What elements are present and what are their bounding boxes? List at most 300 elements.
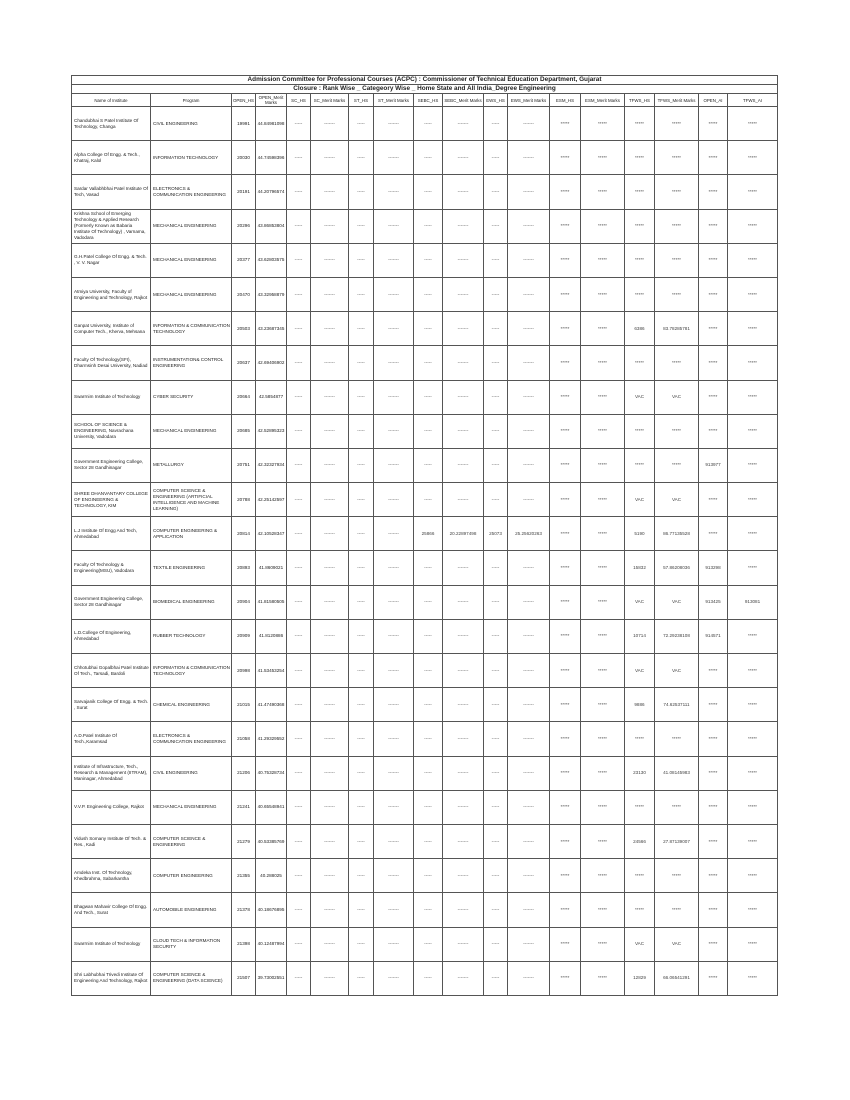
table-cell: *****: [581, 175, 625, 209]
table-cell: -----: [484, 380, 508, 414]
table-row: [72, 824, 778, 858]
table-cell: *****: [699, 722, 728, 756]
table-cell: 5190: [625, 517, 655, 551]
table-cell: 42.69406902: [256, 346, 287, 380]
table-cell: -------: [374, 483, 414, 517]
table-cell: -------: [311, 517, 349, 551]
table-row: [72, 346, 778, 380]
table-cell: -----: [287, 961, 311, 995]
table-cell: -------: [508, 277, 550, 311]
table-cell: -----: [414, 448, 443, 482]
table-cell: -----: [349, 380, 374, 414]
table-cell: -----: [349, 175, 374, 209]
program-cell: TEXTILE ENGINEERING: [151, 551, 232, 585]
table-cell: VAC: [625, 585, 655, 619]
table-cell: -----: [287, 722, 311, 756]
table-cell: 40.75328734: [256, 756, 287, 790]
table-cell: *****: [728, 722, 778, 756]
table-cell: -----: [484, 585, 508, 619]
table-cell: *****: [581, 483, 625, 517]
table-cell: VAC: [625, 927, 655, 961]
document-subtitle: Closure : Rank Wise _ Categeory Wise _ Home State and All India_Degree Engineering: [72, 85, 778, 94]
table-cell: -------: [443, 414, 484, 448]
table-cell: 41.29329552: [256, 722, 287, 756]
table-cell: -------: [508, 346, 550, 380]
table-cell: -----: [484, 654, 508, 688]
table-cell: -----: [414, 175, 443, 209]
institute-name-cell: Vidush Somany Institute Of Tech. & Res., Kadi: [72, 824, 151, 858]
program-cell: RUBBER TECHNOLOGY: [151, 619, 232, 653]
program-cell: MECHANICAL ENGINEERING: [151, 277, 232, 311]
table-cell: -----: [414, 654, 443, 688]
table-cell: -----: [287, 756, 311, 790]
program-cell: AUTOMOBILE ENGINEERING: [151, 893, 232, 927]
table-cell: -------: [374, 243, 414, 277]
table-cell: -----: [349, 312, 374, 346]
table-cell: VAC: [625, 654, 655, 688]
program-cell: MECHANICAL ENGINEERING: [151, 209, 232, 243]
table-cell: 83.78285781: [655, 312, 699, 346]
column-header: EWS_Merit Marks: [508, 94, 550, 107]
program-cell: CYBER SECURITY: [151, 380, 232, 414]
table-cell: -------: [311, 414, 349, 448]
table-cell: *****: [581, 312, 625, 346]
table-cell: 21378: [232, 893, 256, 927]
table-cell: -----: [484, 414, 508, 448]
table-cell: -------: [443, 551, 484, 585]
table-cell: -----: [484, 859, 508, 893]
table-cell: *****: [655, 722, 699, 756]
table-cell: 20030: [232, 141, 256, 175]
program-cell: CLOUD TECH & INFORMATION SECURITY: [151, 927, 232, 961]
table-cell: *****: [625, 107, 655, 141]
table-cell: *****: [728, 346, 778, 380]
table-cell: 57.86208036: [655, 551, 699, 585]
table-cell: *****: [699, 790, 728, 824]
table-cell: -------: [311, 824, 349, 858]
table-cell: *****: [699, 141, 728, 175]
program-cell: COMPUTER SCIENCE & ENGINEERING (DATA SCIENCE): [151, 961, 232, 995]
table-cell: -----: [484, 756, 508, 790]
table-cell: *****: [581, 346, 625, 380]
table-cell: *****: [581, 517, 625, 551]
institute-name-cell: Sardar Vallabhbhai Patel Institute Of Tech, Vasad: [72, 175, 151, 209]
institute-name-cell: Swarrnim Institute of Technology: [72, 380, 151, 414]
table-cell: *****: [550, 688, 581, 722]
table-cell: -------: [311, 722, 349, 756]
table-cell: -------: [374, 756, 414, 790]
table-cell: -------: [508, 893, 550, 927]
table-cell: -----: [287, 141, 311, 175]
column-header: SC_Merit Marks: [311, 94, 349, 107]
table-cell: 9886: [625, 688, 655, 722]
table-cell: -----: [287, 790, 311, 824]
table-cell: 6386: [625, 312, 655, 346]
table-cell: *****: [728, 654, 778, 688]
table-cell: -------: [508, 414, 550, 448]
institute-name-cell: Atmiya University, Faculty of Engineering and Technology, Rajkot: [72, 277, 151, 311]
program-cell: CHEMICAL ENGINEERING: [151, 688, 232, 722]
column-header: SEBC_Merit Marks: [443, 94, 484, 107]
program-cell: MECHANICAL ENGINEERING: [151, 790, 232, 824]
table-cell: -----: [349, 790, 374, 824]
table-cell: *****: [581, 893, 625, 927]
table-cell: VAC: [655, 927, 699, 961]
table-cell: *****: [581, 414, 625, 448]
table-cell: -----: [414, 790, 443, 824]
table-cell: -----: [484, 141, 508, 175]
table-cell: *****: [550, 243, 581, 277]
table-cell: 40.65548941: [256, 790, 287, 824]
table-row: [72, 790, 778, 824]
table-cell: *****: [699, 346, 728, 380]
table-cell: -------: [443, 893, 484, 927]
table-cell: 21507: [232, 961, 256, 995]
table-cell: -------: [443, 927, 484, 961]
table-cell: *****: [728, 414, 778, 448]
table-cell: *****: [728, 551, 778, 585]
column-header: TFWS_AI: [728, 94, 778, 107]
table-cell: *****: [581, 448, 625, 482]
program-cell: COMPUTER SCIENCE & ENGINEERING: [151, 824, 232, 858]
table-row: [72, 688, 778, 722]
table-cell: 40.53385769: [256, 824, 287, 858]
table-cell: 40.18676895: [256, 893, 287, 927]
institute-name-cell: V.V.P. Engineering College, Rajkot: [72, 790, 151, 824]
table-cell: 20191: [232, 175, 256, 209]
table-cell: *****: [581, 824, 625, 858]
table-cell: -----: [414, 585, 443, 619]
table-cell: *****: [550, 551, 581, 585]
table-cell: -------: [311, 243, 349, 277]
table-cell: *****: [699, 312, 728, 346]
table-cell: -----: [287, 312, 311, 346]
table-cell: -----: [349, 927, 374, 961]
table-cell: *****: [699, 243, 728, 277]
table-cell: -------: [374, 961, 414, 995]
table-cell: 42.5854877: [256, 380, 287, 414]
table-cell: -------: [508, 483, 550, 517]
table-cell: 25.25620263: [508, 517, 550, 551]
table-cell: 20503: [232, 312, 256, 346]
table-cell: -------: [374, 551, 414, 585]
table-cell: *****: [550, 277, 581, 311]
table-cell: *****: [728, 141, 778, 175]
table-cell: 44.20796574: [256, 175, 287, 209]
table-cell: -----: [484, 722, 508, 756]
table-cell: 913081: [728, 585, 778, 619]
table-cell: 23130: [625, 756, 655, 790]
table-cell: 21015: [232, 688, 256, 722]
table-cell: -------: [374, 654, 414, 688]
table-cell: 20664: [232, 380, 256, 414]
table-cell: *****: [550, 175, 581, 209]
table-cell: 20998: [232, 654, 256, 688]
table-cell: *****: [699, 688, 728, 722]
institute-name-cell: Institute of Infrastructure, Tech., Research & Management (IITRAM), Maninagar, Ahmedabad: [72, 756, 151, 790]
table-cell: 43.86853804: [256, 209, 287, 243]
program-cell: METALLURGY: [151, 448, 232, 482]
table-cell: 41.53453254: [256, 654, 287, 688]
table-cell: -----: [349, 961, 374, 995]
table-cell: -----: [484, 688, 508, 722]
program-cell: INSTRUMENTATION& CONTROL ENGINEERING: [151, 346, 232, 380]
table-row: [72, 961, 778, 995]
table-cell: 20751: [232, 448, 256, 482]
table-cell: *****: [699, 483, 728, 517]
table-cell: 19991: [232, 107, 256, 141]
table-cell: -----: [414, 141, 443, 175]
table-cell: *****: [550, 893, 581, 927]
table-cell: *****: [728, 483, 778, 517]
closure-sheet: [71, 75, 777, 996]
table-cell: -------: [311, 859, 349, 893]
table-row: [72, 927, 778, 961]
table-cell: 40.288025: [256, 859, 287, 893]
table-cell: 12829: [625, 961, 655, 995]
table-cell: -----: [349, 209, 374, 243]
table-cell: -------: [374, 517, 414, 551]
table-cell: *****: [728, 619, 778, 653]
table-cell: -----: [414, 380, 443, 414]
table-cell: -------: [508, 654, 550, 688]
table-cell: *****: [581, 380, 625, 414]
table-cell: -------: [374, 790, 414, 824]
table-cell: 44.74598396: [256, 141, 287, 175]
table-cell: 913298: [699, 551, 728, 585]
table-cell: 41.47490368: [256, 688, 287, 722]
column-header: OPEN_Merit Marks: [256, 94, 287, 107]
institute-name-cell: Amdeka Inst. Of Technology, Khedbrahma, Sabarkantha: [72, 859, 151, 893]
table-cell: -------: [508, 175, 550, 209]
institute-name-cell: Faculty Of Technology & Engineering(MSU), Vadodara: [72, 551, 151, 585]
table-cell: *****: [728, 859, 778, 893]
table-cell: -------: [443, 585, 484, 619]
table-row: [72, 483, 778, 517]
table-cell: *****: [655, 346, 699, 380]
table-cell: *****: [655, 790, 699, 824]
table-cell: *****: [550, 859, 581, 893]
table-cell: -----: [484, 893, 508, 927]
table-cell: -------: [311, 961, 349, 995]
table-cell: *****: [581, 243, 625, 277]
table-cell: *****: [550, 654, 581, 688]
table-cell: 913425: [699, 585, 728, 619]
table-cell: -----: [484, 243, 508, 277]
table-cell: -------: [508, 824, 550, 858]
table-row: [72, 619, 778, 653]
program-cell: INFORMATION TECHNOLOGY: [151, 141, 232, 175]
table-cell: -------: [374, 448, 414, 482]
table-cell: -----: [484, 927, 508, 961]
table-cell: 44.84981098: [256, 107, 287, 141]
table-row: [72, 551, 778, 585]
table-cell: *****: [728, 312, 778, 346]
table-cell: *****: [699, 414, 728, 448]
table-cell: -----: [287, 927, 311, 961]
table-cell: -----: [349, 414, 374, 448]
table-cell: *****: [550, 961, 581, 995]
table-row: [72, 312, 778, 346]
table-body: [72, 107, 778, 996]
table-cell: -------: [508, 790, 550, 824]
table-cell: 913977: [699, 448, 728, 482]
institute-name-cell: A.D.Patel Institute Of Tech.,Karamsad: [72, 722, 151, 756]
table-cell: 10714: [625, 619, 655, 653]
table-cell: *****: [581, 585, 625, 619]
institute-name-cell: Government Engineering College, Sector 28 Gandhinagar: [72, 585, 151, 619]
table-cell: 40.12487994: [256, 927, 287, 961]
table-cell: *****: [625, 448, 655, 482]
table-cell: -------: [374, 141, 414, 175]
institute-name-cell: Chandubhai S Patel Institute Of Technology, Changa: [72, 107, 151, 141]
table-cell: -----: [349, 722, 374, 756]
table-cell: *****: [625, 277, 655, 311]
table-cell: -------: [311, 654, 349, 688]
table-cell: *****: [728, 209, 778, 243]
table-cell: *****: [699, 517, 728, 551]
table-row: [72, 209, 778, 243]
table-cell: -----: [414, 688, 443, 722]
table-cell: VAC: [655, 654, 699, 688]
table-cell: *****: [699, 893, 728, 927]
program-cell: MECHANICAL ENGINEERING: [151, 414, 232, 448]
table-cell: *****: [655, 209, 699, 243]
column-header: EWS_HS: [484, 94, 508, 107]
table-cell: -----: [349, 243, 374, 277]
table-cell: *****: [655, 277, 699, 311]
table-cell: *****: [550, 346, 581, 380]
institute-name-cell: SHREE DHANVANTARY COLLEGE OF ENGINEERING & TECHNOLOGY, KIM: [72, 483, 151, 517]
column-header: Name of Institute: [72, 94, 151, 107]
table-cell: 914571: [699, 619, 728, 653]
table-cell: -------: [508, 141, 550, 175]
table-cell: *****: [550, 790, 581, 824]
table-cell: *****: [625, 346, 655, 380]
table-cell: -----: [414, 414, 443, 448]
table-cell: 20893: [232, 551, 256, 585]
table-cell: -----: [414, 243, 443, 277]
table-cell: -------: [311, 756, 349, 790]
table-cell: 21279: [232, 824, 256, 858]
table-cell: -------: [443, 688, 484, 722]
table-cell: 21398: [232, 927, 256, 961]
table-cell: -----: [349, 483, 374, 517]
table-cell: -----: [414, 277, 443, 311]
column-header: TFWS_HS: [625, 94, 655, 107]
table-cell: 39.73002551: [256, 961, 287, 995]
table-cell: *****: [581, 927, 625, 961]
table-cell: *****: [699, 756, 728, 790]
table-cell: -------: [311, 380, 349, 414]
table-cell: -------: [374, 380, 414, 414]
table-cell: *****: [581, 961, 625, 995]
table-cell: -------: [508, 312, 550, 346]
table-cell: -----: [414, 312, 443, 346]
table-cell: 20296: [232, 209, 256, 243]
table-cell: -----: [287, 585, 311, 619]
table-cell: -------: [443, 277, 484, 311]
table-cell: -----: [287, 517, 311, 551]
program-cell: ELECTRONICS & COMMUNICATION ENGINEERING: [151, 175, 232, 209]
table-cell: -------: [443, 448, 484, 482]
table-cell: -------: [374, 277, 414, 311]
table-cell: -----: [484, 312, 508, 346]
table-cell: -------: [508, 551, 550, 585]
table-cell: -------: [374, 893, 414, 927]
table-cell: -----: [484, 961, 508, 995]
table-cell: -----: [287, 893, 311, 927]
table-cell: 20904: [232, 585, 256, 619]
table-row: [72, 380, 778, 414]
table-cell: -----: [484, 551, 508, 585]
table-cell: *****: [655, 448, 699, 482]
table-cell: 20788: [232, 483, 256, 517]
institute-name-cell: Ganpat University, Institute of Computer Tech., Kherva, Mehsana: [72, 312, 151, 346]
table-cell: *****: [655, 141, 699, 175]
table-row: [72, 243, 778, 277]
table-cell: -----: [287, 346, 311, 380]
table-cell: -----: [287, 824, 311, 858]
table-cell: *****: [550, 517, 581, 551]
table-cell: -------: [374, 688, 414, 722]
column-header: TFWS_Merit Marks: [655, 94, 699, 107]
table-cell: -------: [311, 551, 349, 585]
table-cell: -------: [311, 448, 349, 482]
table-cell: 42.25142597: [256, 483, 287, 517]
table-cell: -----: [287, 209, 311, 243]
table-cell: *****: [550, 141, 581, 175]
table-cell: 42.32327934: [256, 448, 287, 482]
table-cell: 21058: [232, 722, 256, 756]
table-cell: -----: [287, 243, 311, 277]
table-cell: -----: [287, 175, 311, 209]
table-cell: -----: [484, 824, 508, 858]
table-cell: -------: [374, 107, 414, 141]
table-cell: -------: [311, 107, 349, 141]
institute-name-cell: Faculty Of Technology(SFI), Dharmsinh Desai University, Nadiad: [72, 346, 151, 380]
program-cell: COMPUTER ENGINEERING: [151, 859, 232, 893]
table-cell: -----: [484, 483, 508, 517]
table-cell: *****: [581, 141, 625, 175]
table-cell: -------: [311, 277, 349, 311]
program-cell: MECHANICAL ENGINEERING: [151, 243, 232, 277]
program-cell: ELECTRONICS & COMMUNICATION ENGINEERING: [151, 722, 232, 756]
table-cell: -------: [508, 243, 550, 277]
table-cell: -------: [374, 585, 414, 619]
table-cell: 74.62537111: [655, 688, 699, 722]
table-cell: -------: [443, 824, 484, 858]
table-cell: 43.23687345: [256, 312, 287, 346]
table-cell: -------: [311, 585, 349, 619]
table-cell: -------: [311, 346, 349, 380]
table-cell: -----: [287, 551, 311, 585]
column-header: ST_HS: [349, 94, 374, 107]
table-cell: -----: [349, 824, 374, 858]
table-cell: 20377: [232, 243, 256, 277]
table-cell: *****: [625, 175, 655, 209]
table-cell: -------: [311, 893, 349, 927]
table-row: [72, 141, 778, 175]
table-cell: *****: [728, 277, 778, 311]
institute-name-cell: L.J Institute Of Engg And Tech, Ahmedabad: [72, 517, 151, 551]
table-cell: -----: [414, 756, 443, 790]
table-cell: -------: [374, 312, 414, 346]
institute-name-cell: SCHOOL OF SCIENCE & ENGINEERING, Navrachana University, Vadodara: [72, 414, 151, 448]
table-cell: *****: [699, 859, 728, 893]
table-cell: -----: [414, 859, 443, 893]
table-cell: VAC: [625, 483, 655, 517]
